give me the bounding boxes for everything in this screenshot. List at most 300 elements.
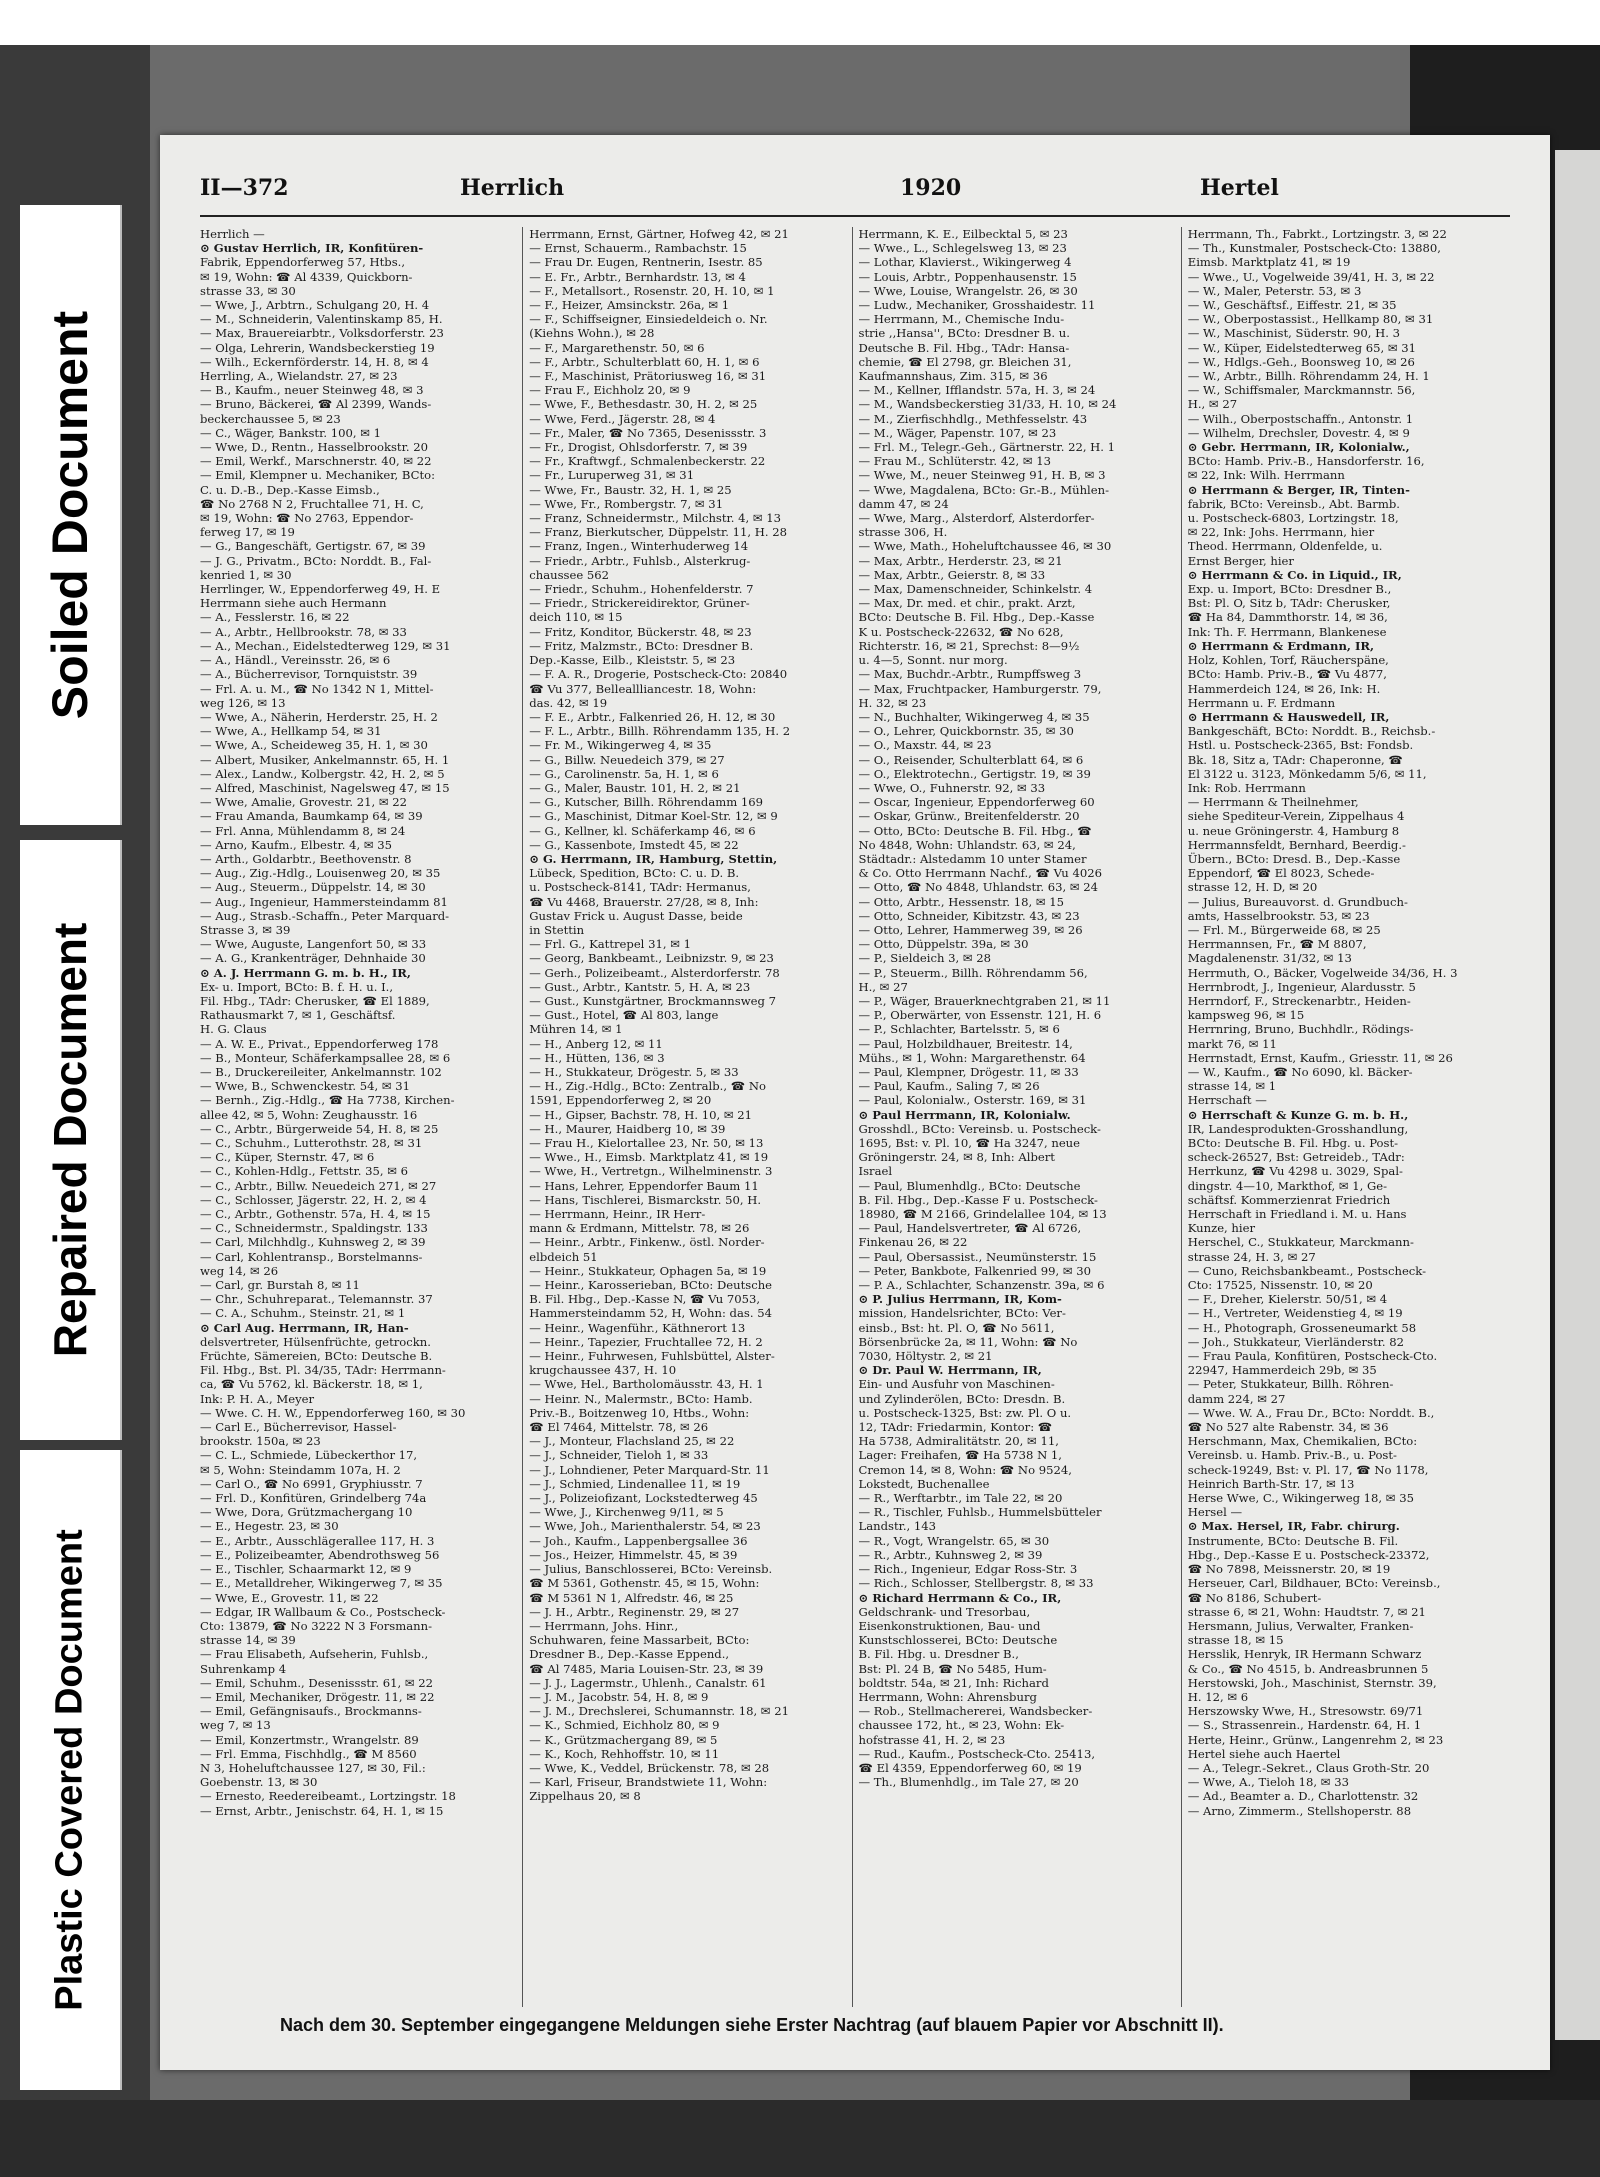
- directory-entry: Magdalenenstr. 31/32, ✉ 13: [1187, 951, 1352, 966]
- directory-entry: ☎ Al 7485, Maria Louisen-Str. 23, ✉ 39: [529, 1661, 764, 1676]
- directory-entry: u. Postscheck-6803, Lortzingstr. 18,: [1187, 511, 1399, 526]
- directory-entry: u. Postscheck-1325, Bst: zw. Pl. O u.: [858, 1405, 1072, 1420]
- directory-entry: — Paul, Klempner, Drögestr. 11, ✉ 33: [858, 1064, 1079, 1079]
- directory-entry: — W., Maschinist, Süderstr. 90, H. 3: [1187, 326, 1400, 341]
- directory-entry: — Wwe., H., Eimsb. Marktplatz 41, ✉ 19: [529, 1150, 769, 1165]
- directory-entry: — Frl. Emma, Fischhdlg., ☎ M 8560: [200, 1746, 417, 1761]
- directory-entry: — Georg, Bankbeamt., Leibnizstr. 9, ✉ 23: [529, 951, 774, 966]
- directory-entry: ✉ 5, Wohn: Steindamm 107a, H. 2: [200, 1462, 401, 1477]
- directory-entry: Finkenau 26, ✉ 22: [858, 1235, 968, 1250]
- directory-entry: Herrkunz, ☎ Vu 4298 u. 3029, Spal-: [1187, 1164, 1403, 1179]
- directory-entry: ⊙ Gebr. Herrmann, IR, Kolonialw.,: [1187, 440, 1410, 455]
- directory-entry: — Edgar, IR Wallbaum & Co., Postscheck-: [200, 1604, 446, 1619]
- directory-entry: einsb., Bst: ht. Pl. O, ☎ No 5611,: [858, 1320, 1055, 1335]
- directory-entry: — Herrmann & Theilnehmer,: [1187, 795, 1359, 810]
- directory-entry: ☎ No 8186, Schubert-: [1187, 1590, 1322, 1605]
- directory-entry: Eppendorf, ☎ El 8023, Schede-: [1187, 866, 1375, 881]
- directory-entry: elbdeich 51: [529, 1249, 598, 1264]
- directory-entry: ☎ No 527 alte Rabenstr. 34, ✉ 36: [1187, 1420, 1389, 1435]
- directory-entry: — Fr. M., Wikingerweg 4, ✉ 35: [529, 738, 712, 753]
- directory-entry: ⊙ Dr. Paul W. Herrmann, IR,: [858, 1363, 1042, 1378]
- directory-entry: — J. J., Lagermstr., Uhlenh., Canalstr. 61: [529, 1675, 767, 1690]
- directory-entry: — P. A., Schlachter, Schanzenstr. 39a, ✉ 6: [858, 1278, 1105, 1293]
- directory-entry: ✉ 22, Ink: Johs. Herrmann, hier: [1187, 525, 1375, 540]
- directory-entry: Fil. Hbg., Bst. Pl. 34/35, TAdr: Herrmann-: [200, 1363, 446, 1378]
- directory-entry: Herrnbrodt, J., Ingenieur, Alardusstr. 5: [1187, 979, 1416, 994]
- directory-entry: BCto: Hamb. Priv.-B., ☎ Vu 4877,: [1187, 667, 1387, 682]
- directory-entry: Hbg., Dep.-Kasse E u. Postscheck-23372,: [1187, 1547, 1430, 1562]
- directory-entry: fabrik, BCto: Vereinsb., Abt. Barmb.: [1187, 496, 1400, 511]
- directory-entry: — Wwe, Fr., Rombergstr. 7, ✉ 31: [529, 496, 724, 511]
- directory-entry: ✉ 22, Ink: Wilh. Herrmann: [1187, 468, 1345, 483]
- directory-entry: — Joh., Stukkateur, Vierländerstr. 82: [1187, 1334, 1405, 1349]
- directory-entry: Ink: Rob. Herrmann: [1187, 780, 1306, 795]
- directory-entry: — W., Maler, Peterstr. 53, ✉ 3: [1187, 283, 1362, 298]
- directory-entry: ⊙ Carl Aug. Herrmann, IR, Han-: [200, 1320, 409, 1335]
- tab-repaired-label: Repaired Document: [44, 922, 96, 1358]
- directory-entry: — F., Margarethenstr. 50, ✉ 6: [529, 340, 705, 355]
- directory-entry: — C. A., Schuhm., Steinstr. 21, ✉ 1: [200, 1306, 406, 1321]
- directory-entry: — Hans, Tischlerei, Bismarckstr. 50, H.: [529, 1192, 762, 1207]
- directory-entry: — Rud., Kaufm., Postscheck-Cto. 25413,: [858, 1746, 1095, 1761]
- directory-entry: — Heinr. N., Malermstr., BCto: Hamb.: [529, 1391, 753, 1406]
- directory-entry: Börsenbrücke 2a, ✉ 11, Wohn: ☎ No: [858, 1334, 1078, 1349]
- directory-entry: — Carl, Kohlentransp., Borstelmanns-: [200, 1249, 423, 1264]
- directory-entry: in Stettin: [529, 922, 585, 937]
- directory-entry: 1695, Bst: v. Pl. 10, ☎ Ha 3247, neue: [858, 1136, 1081, 1150]
- directory-entry: Theod. Herrmann, Oldenfelde, u.: [1187, 539, 1383, 554]
- directory-entry: Kunze, hier: [1187, 1221, 1256, 1236]
- column-2: [529, 227, 852, 2007]
- directory-entry: 18980, ☎ M 2166, Grindelallee 104, ✉ 13: [858, 1207, 1107, 1222]
- directory-entry: ferweg 17, ✉ 19: [200, 525, 295, 540]
- page-footer-note: Nach dem 30. September eingegangene Meldungen siehe Erster Nachtrag (auf blauem Papier vor Abschnitt II).: [280, 2015, 1224, 2035]
- directory-entry: Ink: P. H. A., Meyer: [200, 1391, 315, 1406]
- directory-entry: Hersel —: [1187, 1505, 1243, 1520]
- directory-entry: — C., Wäger, Bankstr. 100, ✉ 1: [200, 425, 381, 440]
- directory-entry: — Alfred, Maschinist, Nagelsweg 47, ✉ 15: [200, 780, 450, 795]
- directory-entry: — Paul, Blumenhdlg., BCto: Deutsche: [858, 1178, 1081, 1193]
- directory-entry: kenried 1, ✉ 30: [200, 567, 292, 582]
- directory-entry: Gustav Frick u. August Dasse, beide: [529, 908, 743, 923]
- directory-entry: u. 4—5, Sonnt. nur morg.: [858, 653, 1008, 668]
- directory-entry: Hammerdeich 124, ✉ 26, Ink: H.: [1187, 681, 1381, 696]
- directory-entry: — Alex., Landw., Kolbergstr. 42, H. 2, ✉ 5: [200, 766, 445, 781]
- directory-entry: — A. G., Krankenträger, Dehnhaide 30: [200, 951, 426, 966]
- directory-entry: Gröningerstr. 24, ✉ 8, Inh: Albert: [858, 1150, 1055, 1165]
- directory-entry: — P., Oberwärter, von Essenstr. 121, H. 6: [858, 1008, 1102, 1023]
- directory-entry: — F. L., Arbtr., Billh. Röhrendamm 135, H. 2: [529, 724, 791, 739]
- directory-page: [160, 135, 1550, 2070]
- directory-entry: 1591, Eppendorferweg 2, ✉ 20: [529, 1093, 712, 1108]
- column-1: [200, 227, 523, 2007]
- directory-entry: — Friedr., Schuhm., Hohenfelderstr. 7: [529, 582, 754, 597]
- directory-entry: — B., Kaufm., neuer Steinweg 48, ✉ 3: [200, 383, 424, 398]
- directory-entry: — Wwe, Auguste, Langenfort 50, ✉ 33: [200, 937, 427, 952]
- directory-entry: Herrmannsfeldt, Bernhard, Beerdig.-: [1187, 837, 1406, 852]
- directory-entry: — K., Schmied, Eichholz 80, ✉ 9: [529, 1718, 720, 1733]
- directory-entry: — Ernst, Arbtr., Jenischstr. 64, H. 1, ✉ 15: [200, 1803, 444, 1818]
- directory-entry: hofstrasse 41, H. 2, ✉ 23: [858, 1732, 1006, 1747]
- directory-entry: — Frl. M., Bürgerweide 68, ✉ 25: [1187, 922, 1381, 937]
- directory-entry: — Gerh., Polizeibeamt., Alsterdorferstr. 78: [529, 965, 780, 980]
- directory-entry: — W., Kaufm., ☎ No 6090, kl. Bäcker-: [1187, 1064, 1413, 1079]
- directory-entry: — Hans, Lehrer, Eppendorfer Baum 11: [529, 1178, 759, 1193]
- directory-entry: deich 110, ✉ 15: [529, 610, 623, 625]
- directory-entry: u. Postscheck-8141, TAdr: Hermanus,: [529, 880, 751, 895]
- directory-entry: damm 47, ✉ 24: [858, 496, 949, 511]
- directory-entry: strie ,,Hansa'', BCto: Dresdner B. u.: [858, 326, 1070, 341]
- directory-entry: — Ernesto, Reedereibeamt., Lortzingstr. 18: [200, 1789, 456, 1804]
- directory-entry: Herrmannsen, Fr., ☎ M 8807,: [1187, 937, 1367, 952]
- directory-entry: Geldschrank- und Tresorbau,: [858, 1604, 1031, 1619]
- directory-entry: — Fr., Maler, ☎ No 7365, Desenissstr. 3: [529, 425, 767, 440]
- directory-entry: Ex- u. Import, BCto: B. f. H. u. I.,: [200, 979, 394, 994]
- directory-entry: — G., Kellner, kl. Schäferkamp 46, ✉ 6: [529, 823, 756, 838]
- directory-entry: — Wwe, Dora, Grützmachergang 10: [200, 1505, 413, 1520]
- directory-entry: — M., Zierfischhdlg., Methfesselstr. 43: [858, 411, 1088, 426]
- directory-entry: — Gust., Hotel, ☎ Al 803, lange: [529, 1008, 719, 1023]
- directory-entry: und Zylinderölen, BCto: Dresdn. B.: [858, 1391, 1066, 1406]
- directory-entry: krugchaussee 437, H. 10: [529, 1363, 677, 1378]
- scan-background-bottom: [0, 2100, 1600, 2177]
- directory-entry: H., ✉ 27: [1187, 397, 1238, 412]
- directory-entry: — Max, Dr. med. et chir., prakt. Arzt,: [858, 596, 1076, 611]
- directory-entry: — Emil, Klempner u. Mechaniker, BCto:: [200, 468, 436, 483]
- page-number: II—372: [200, 175, 289, 201]
- directory-entry: — Wwe, A., Tieloh 18, ✉ 33: [1187, 1775, 1349, 1790]
- directory-entry: schäftsf. Kommerzienrat Friedrich: [1187, 1192, 1391, 1207]
- directory-entry: — H., Anberg 12, ✉ 11: [529, 1036, 663, 1051]
- directory-entry: mission, Handelsrichter, BCto: Ver-: [858, 1306, 1066, 1321]
- directory-entry: — Lothar, Klavierst., Wikingerweg 4: [858, 255, 1072, 270]
- directory-entry: — J., Schneider, Tieloh 1, ✉ 33: [529, 1448, 709, 1463]
- directory-entry: — M., Wandsbeckerstieg 31/33, H. 10, ✉ 24: [858, 397, 1117, 412]
- directory-entry: — P., Schlachter, Bartelsstr. 5, ✉ 6: [858, 1022, 1060, 1037]
- directory-entry: ⊙ Gustav Herrlich, IR, Konfitüren-: [200, 241, 424, 256]
- directory-entry: El 3122 u. 3123, Mönkedamm 5/6, ✉ 11,: [1187, 766, 1427, 781]
- directory-entry: — B., Druckereileiter, Ankelmannstr. 102: [200, 1064, 442, 1079]
- directory-entry: — Frau M., Schlüterstr. 42, ✉ 13: [858, 454, 1052, 469]
- directory-entry: — W., Arbtr., Billh. Röhrendamm 24, H. 1: [1187, 369, 1430, 384]
- directory-entry: delsvertreter, Hülsenfrüchte, getrockn.: [200, 1334, 431, 1349]
- directory-entry: — Wilhelm, Drechsler, Dovestr. 4, ✉ 9: [1187, 425, 1410, 440]
- directory-entry: — Ernst, Schauerm., Rambachstr. 15: [529, 241, 747, 256]
- directory-entry: — Franz, Schneidermstr., Milchstr. 4, ✉ 13: [529, 511, 782, 526]
- directory-entry: Ha 5738, Admiralitätstr. 20, ✉ 11,: [858, 1434, 1059, 1449]
- directory-entry: Fil. Hbg., TAdr: Cherusker, ☎ El 1889,: [200, 993, 430, 1008]
- directory-entry: — Fritz, Konditor, Bückerstr. 48, ✉ 23: [529, 624, 752, 639]
- directory-entry: — C., Arbtr., Bürgerweide 54, H. 8, ✉ 25: [200, 1121, 439, 1136]
- directory-entry: — H., Zig.-Hdlg., BCto: Zentralb., ☎ No: [529, 1079, 766, 1094]
- directory-entry: — G., Kassenbote, Imstedt 45, ✉ 22: [529, 837, 739, 852]
- directory-entry: — Wwe, Joh., Marienthalerstr. 54, ✉ 23: [529, 1519, 761, 1534]
- directory-entry: — C., Arbtr., Billw. Neuedeich 271, ✉ 27: [200, 1178, 437, 1193]
- directory-entry: — H., Maurer, Haidberg 10, ✉ 39: [529, 1121, 726, 1136]
- directory-entry: — R., Vogt, Wrangelstr. 65, ✉ 30: [858, 1533, 1050, 1548]
- directory-entry: — C., Schneidermstr., Spaldingstr. 133: [200, 1221, 428, 1236]
- directory-entry: — Franz, Ingen., Winterhuderweg 14: [529, 539, 749, 554]
- directory-entry: Israel: [858, 1164, 893, 1179]
- directory-entry: — Aug., Steuerm., Düppelstr. 14, ✉ 30: [200, 880, 426, 895]
- directory-entry: — O., Lehrer, Quickbornstr. 35, ✉ 30: [858, 724, 1074, 739]
- directory-entry: Vereinsb. u. Hamb. Priv.-B., u. Post-: [1187, 1448, 1397, 1463]
- directory-entry: Herrnring, Bruno, Buchhdlr., Rödings-: [1187, 1022, 1414, 1037]
- directory-entry: — Fr., Drogist, Ohlsdorferstr. 7, ✉ 39: [529, 440, 748, 455]
- directory-entry: — M., Wäger, Papenstr. 107, ✉ 23: [858, 425, 1057, 440]
- directory-entry: Herrmann u. F. Erdmann: [1187, 695, 1336, 710]
- directory-entry: — Wwe, Fr., Baustr. 32, H. 1, ✉ 25: [529, 482, 732, 497]
- directory-entry: — E., Tischler, Schaarmarkt 12, ✉ 9: [200, 1562, 412, 1577]
- directory-entry: Bst: Pl. O, Sitz b, TAdr: Cherusker,: [1187, 596, 1391, 611]
- directory-entry: — A., Händl., Vereinsstr. 26, ✉ 6: [200, 653, 391, 668]
- directory-entry: — F. A. R., Drogerie, Postscheck-Cto: 20840: [529, 667, 788, 682]
- directory-entry: — Paul, Obersassist., Neumünsterstr. 15: [858, 1249, 1097, 1264]
- directory-entry: — R., Arbtr., Kuhnsweg 2, ✉ 39: [858, 1547, 1043, 1562]
- directory-entry: — E., Metalldreher, Wikingerweg 7, ✉ 35: [200, 1576, 443, 1591]
- directory-entry: — Paul, Holzbildhauer, Breitestr. 14,: [858, 1036, 1073, 1051]
- directory-entry: — Wilh., Oberpostschaffn., Antonstr. 1: [1187, 411, 1414, 426]
- tab-plastic-label: Plastic Covered Document: [48, 1529, 91, 2011]
- header-last-entry: Hertel: [1200, 175, 1279, 201]
- directory-entry: Goebenstr. 13, ✉ 30: [200, 1775, 318, 1790]
- directory-entry: Ernst Berger, hier: [1187, 553, 1294, 568]
- directory-entry: — Herrmann, M., Chemische Indu-: [858, 312, 1065, 327]
- directory-entry: ⊙ G. Herrmann, IR, Hamburg, Stettin,: [529, 851, 778, 866]
- directory-entry: — Oscar, Ingenieur, Eppendorferweg 60: [858, 795, 1095, 810]
- directory-entry: ⊙ P. Julius Herrmann, IR, Kom-: [858, 1292, 1062, 1307]
- directory-entry: — Frl. Anna, Mühlendamm 8, ✉ 24: [200, 823, 406, 838]
- directory-entry: — F., Maschinist, Prätoriusweg 16, ✉ 31: [529, 369, 767, 384]
- directory-entry: das. 42, ✉ 19: [529, 695, 608, 710]
- directory-entry: — Wwe. W. A., Frau Dr., BCto: Norddt. B.,: [1187, 1405, 1435, 1420]
- directory-entry: strasse 33, ✉ 30: [200, 283, 296, 298]
- directory-entry: Hersslik, Henryk, IR Hermann Schwarz: [1187, 1647, 1422, 1662]
- directory-entry: — C., Kohlen-Hdlg., Fettstr. 35, ✉ 6: [200, 1164, 408, 1179]
- directory-entry: — J., Lohndiener, Peter Marquard-Str. 11: [529, 1462, 770, 1477]
- directory-entry: — Arno, Kaufm., Elbestr. 4, ✉ 35: [200, 837, 392, 852]
- directory-entry: — Otto, Arbtr., Hessenstr. 18, ✉ 15: [858, 894, 1064, 909]
- directory-entry: — Olga, Lehrerin, Wandsbeckerstieg 19: [200, 340, 435, 355]
- directory-entry: — A. W. E., Privat., Eppendorferweg 178: [200, 1036, 439, 1051]
- directory-entry: Bst: Pl. 24 B, ☎ No 5485, Hum-: [858, 1661, 1047, 1676]
- directory-entry: Städtadr.: Alstedamm 10 unter Stamer: [858, 851, 1087, 866]
- directory-entry: allee 42, ✉ 5, Wohn: Zeughausstr. 16: [200, 1107, 418, 1122]
- directory-entry: beckerchaussee 5, ✉ 23: [200, 411, 341, 426]
- header-first-entry: Herrlich: [460, 175, 565, 201]
- directory-entry: — F., Metallsort., Rosenstr. 20, H. 10, ✉ 1: [529, 283, 775, 298]
- directory-entry: mann & Erdmann, Mittelstr. 78, ✉ 26: [529, 1221, 750, 1236]
- directory-entry: — Max, Fruchtpacker, Hamburgerstr. 79,: [858, 681, 1102, 696]
- directory-entry: Zippelhaus 20, ✉ 8: [529, 1789, 641, 1804]
- directory-entry: — H., Stukkateur, Drögestr. 5, ✉ 33: [529, 1064, 739, 1079]
- directory-entry: — Th., Kunstmaler, Postscheck-Cto: 13880,: [1187, 241, 1441, 256]
- directory-entry: H., ✉ 27: [858, 979, 908, 994]
- directory-entry: ⊙ Paul Herrmann, IR, Kolonialw.: [858, 1107, 1071, 1122]
- directory-entry: — G., Carolinenstr. 5a, H. 1, ✉ 6: [529, 766, 719, 781]
- directory-entry: ☎ M 5361, Gothenstr. 45, ✉ 15, Wohn:: [529, 1576, 760, 1591]
- directory-entry: weg 14, ✉ 26: [200, 1263, 279, 1278]
- directory-entry: Holz, Kohlen, Torf, Räucherspäne,: [1187, 653, 1389, 668]
- directory-entry: Hstl. u. Postscheck-2365, Bst: Fondsb.: [1187, 738, 1414, 753]
- directory-entry: scheck-19249, Bst: v. Pl. 17, ☎ No 1178,: [1187, 1462, 1429, 1477]
- directory-entry: — Heinr., Tapezier, Fruchtallee 72, H. 2: [529, 1334, 763, 1349]
- directory-entry: H. G. Claus: [200, 1022, 267, 1037]
- directory-entry: — J., Polizeiofizant, Lockstedterweg 45: [529, 1491, 758, 1506]
- directory-entry: — Karl, Friseur, Brandstwiete 11, Wohn:: [529, 1775, 768, 1790]
- directory-entry: — Frau F., Eichholz 20, ✉ 9: [529, 383, 691, 398]
- directory-entry: brookstr. 150a, ✉ 23: [200, 1434, 321, 1449]
- directory-entry: ✉ 19, Wohn: ☎ No 2763, Eppendor-: [200, 511, 414, 526]
- directory-entry: 22947, Hammerdeich 29b, ✉ 35: [1187, 1363, 1377, 1378]
- directory-entry: strasse 306, H.: [858, 525, 948, 540]
- directory-entry: — Wwe, A., Näherin, Herderstr. 25, H. 2: [200, 709, 438, 724]
- directory-entry: — Wwe., U., Vogelweide 39/41, H. 3, ✉ 22: [1187, 269, 1435, 284]
- directory-entry: — P., Steuerm., Billh. Röhrendamm 56,: [858, 965, 1088, 980]
- directory-entry: — Fr., Kraftwgf., Schmalenbeckerstr. 22: [529, 454, 766, 469]
- directory-entry: — Bruno, Bäckerei, ☎ Al 2399, Wands-: [200, 397, 432, 412]
- directory-entry: B. Fil. Hbg. u. Dresdner B.,: [858, 1647, 1019, 1662]
- directory-entry: — Arth., Goldarbtr., Beethovenstr. 8: [200, 851, 412, 866]
- directory-entry: — Bernh., Zig.-Hdlg., ☎ Ha 7738, Kirchen-: [200, 1093, 455, 1108]
- directory-entry: — F., Arbtr., Schulterblatt 60, H. 1, ✉ 6: [529, 354, 760, 369]
- directory-entry: Dresdner B., Dep.-Kasse Eppend.,: [529, 1647, 730, 1662]
- directory-entry: kampsweg 96, ✉ 15: [1187, 1008, 1305, 1023]
- directory-entry: ☎ No 2768 N 2, Fruchtallee 71, H. C,: [200, 496, 424, 511]
- directory-entry: — W., Geschäftsf., Eiffestr. 21, ✉ 35: [1187, 298, 1397, 313]
- directory-entry: — Oskar, Grünw., Breitenfelderstr. 20: [858, 809, 1080, 824]
- directory-entry: — Arno, Zimmerm., Stellshoperstr. 88: [1187, 1803, 1412, 1818]
- directory-entry: ✉ 19, Wohn: ☎ Al 4339, Quickborn-: [200, 269, 413, 284]
- directory-entry: Früchte, Sämereien, BCto: Deutsche B.: [200, 1349, 433, 1364]
- directory-entry: ⊙ A. J. Herrmann G. m. b. H., IR,: [200, 965, 411, 980]
- tab-soiled-document: [20, 205, 122, 825]
- directory-entry: Priv.-B., Boitzenweg 10, Htbs., Wohn:: [529, 1405, 750, 1420]
- directory-entry: Heinrich Barth-Str. 17, ✉ 13: [1187, 1476, 1355, 1491]
- directory-entry: — F., Heizer, Amsinckstr. 26a, ✉ 1: [529, 298, 730, 313]
- directory-entry: — Joh., Kaufm., Lappenbergsallee 36: [529, 1533, 748, 1548]
- directory-entry: — Gust., Kunstgärtner, Brockmannsweg 7: [529, 993, 776, 1008]
- directory-entry: amts, Hasselbrookstr. 53, ✉ 23: [1187, 908, 1370, 923]
- directory-entry: — Rich., Ingenieur, Edgar Ross-Str. 3: [858, 1562, 1078, 1577]
- directory-entry: — Paul, Handelsvertreter, ☎ Al 6726,: [858, 1221, 1082, 1236]
- directory-entry: u. neue Gröningerstr. 4, Hamburg 8: [1187, 823, 1400, 838]
- directory-entry: Hersmann, Julius, Verwalter, Franken-: [1187, 1618, 1414, 1633]
- directory-entry: ca, ☎ Vu 5762, kl. Bäckerstr. 18, ✉ 1,: [200, 1377, 423, 1392]
- directory-entry: — P., Wäger, Brauerknechtgraben 21, ✉ 11: [858, 993, 1111, 1008]
- directory-entry: — Max, Damenschneider, Schinkelstr. 4: [858, 582, 1093, 597]
- directory-entry: — R., Werftarbtr., im Tale 22, ✉ 20: [858, 1491, 1063, 1506]
- directory-entry: — Wwe, A., Scheideweg 35, H. 1, ✉ 30: [200, 738, 428, 753]
- directory-entry: Cto: 17525, Nissenstr. 10, ✉ 20: [1187, 1278, 1373, 1293]
- directory-entry: Eisenkonstruktionen, Bau- und: [858, 1618, 1041, 1633]
- directory-entry: — Rob., Stellmachererei, Wandsbecker-: [858, 1704, 1093, 1719]
- directory-entry: — H., Photograph, Grosseneumarkt 58: [1187, 1320, 1417, 1335]
- directory-entry: chemie, ☎ El 2798, gr. Bleichen 31,: [858, 354, 1072, 369]
- directory-entry: Bankgeschäft, BCto: Norddt. B., Reichsb.-: [1187, 724, 1436, 739]
- directory-entry: Richterstr. 16, ✉ 21, Sprechst: 8—9½: [858, 638, 1080, 653]
- directory-entry: Herrlich —: [200, 227, 265, 241]
- directory-entry: — J. G., Privatm., BCto: Norddt. B., Fal-: [200, 553, 432, 568]
- directory-entry: — Aug., Ingenieur, Hammersteindamm 81: [200, 894, 448, 909]
- directory-entry: — Otto, Lehrer, Hammerweg 39, ✉ 26: [858, 922, 1083, 937]
- directory-entry: — J. H., Arbtr., Reginenstr. 29, ✉ 27: [529, 1604, 740, 1619]
- directory-entry: Herrschaft in Friedland i. M. u. Hans: [1187, 1207, 1407, 1222]
- directory-entry: — Herrmann, Johs. Hinr.,: [529, 1618, 679, 1633]
- directory-entry: — Peter, Bankbote, Falkenried 99, ✉ 30: [858, 1263, 1092, 1278]
- page-header: [200, 175, 1510, 215]
- directory-entry: B. Fil. Hbg., Dep.-Kasse F u. Postscheck-: [858, 1192, 1098, 1207]
- directory-entry: — Wwe, Math., Hoheluftchaussee 46, ✉ 30: [858, 539, 1112, 554]
- directory-entry: — Wwe. C. H. W., Eppendorferweg 160, ✉ 30: [200, 1405, 466, 1420]
- directory-entry: — Paul, Kaufm., Saling 7, ✉ 26: [858, 1079, 1040, 1094]
- directory-entry: — Wwe., L., Schlegelsweg 13, ✉ 23: [858, 241, 1067, 256]
- directory-entry: — Wwe, F., Bethesdastr. 30, H. 2, ✉ 25: [529, 397, 758, 412]
- directory-entry: ☎ El 7464, Mittelstr. 78, ✉ 26: [529, 1420, 709, 1435]
- directory-entry: — J. M., Jacobstr. 54, H. 8, ✉ 9: [529, 1689, 709, 1704]
- directory-entry: — Wwe, A., Hellkamp 54, ✉ 31: [200, 724, 382, 739]
- directory-entry: — O., Reisender, Schulterblatt 64, ✉ 6: [858, 752, 1084, 767]
- directory-entry: — W., Oberpostassist., Hellkamp 80, ✉ 31: [1187, 312, 1434, 327]
- directory-entry: markt 76, ✉ 11: [1187, 1036, 1277, 1051]
- directory-entry: strasse 14, ✉ 39: [200, 1633, 296, 1648]
- directory-entry: boldtstr. 54a, ✉ 21, Inh: Richard: [858, 1675, 1049, 1690]
- directory-entry: — Heinr., Arbtr., Finkenw., östl. Norder-: [529, 1235, 765, 1250]
- directory-entry: N 3, Hoheluftchaussee 127, ✉ 30, Fil.:: [200, 1760, 426, 1775]
- directory-entry: Lager: Freihafen, ☎ Ha 5738 N 1,: [858, 1448, 1062, 1463]
- directory-entry: — Frau Amanda, Baumkamp 64, ✉ 39: [200, 809, 423, 824]
- directory-entry: — Carl, Milchhdlg., Kuhnsweg 2, ✉ 39: [200, 1235, 426, 1250]
- directory-entry: & Co., ☎ No 4515, b. Andreasbrunnen 5: [1187, 1661, 1429, 1676]
- directory-entry: — Ludw., Mechaniker, Grosshaidestr. 11: [858, 298, 1096, 313]
- directory-entry: Fabrik, Eppendorferweg 57, Htbs.,: [200, 255, 406, 270]
- directory-entry: — Emil, Gefängnisaufs., Brockmanns-: [200, 1704, 422, 1719]
- directory-entry: — Carl, gr. Burstah 8, ✉ 11: [200, 1278, 360, 1293]
- directory-entry: — Wwe, H., Vertretgn., Wilhelminenstr. 3: [529, 1164, 773, 1179]
- directory-entry: — Chr., Schuhreparat., Telemannstr. 37: [200, 1292, 433, 1307]
- directory-entry: — Wwe, M., neuer Steinweg 91, H. B, ✉ 3: [858, 468, 1106, 483]
- directory-entry: — G., Maschinist, Ditmar Koel-Str. 12, ✉ 9: [529, 809, 778, 824]
- directory-entry: — Wwe, O., Fuhnerstr. 92, ✉ 33: [858, 780, 1046, 795]
- directory-entry: Herrmuth, O., Bäcker, Vogelweide 34/36, H. 3: [1187, 965, 1458, 980]
- directory-entry: — Frl. A. u. M., ☎ No 1342 N 1, Mittel-: [200, 681, 434, 696]
- directory-entry: Herse Wwe, C., Wikingerweg 18, ✉ 35: [1187, 1491, 1414, 1506]
- directory-entry: — P., Sieldeich 3, ✉ 28: [858, 951, 992, 966]
- directory-entry: — Wwe, Magdalena, BCto: Gr.-B., Mühlen-: [858, 482, 1110, 497]
- directory-entry: — G., Kutscher, Billh. Röhrendamm 169: [529, 795, 764, 810]
- directory-entry: siehe Spediteur-Verein, Zippelhaus 4: [1187, 809, 1405, 824]
- directory-entry: — A., Fesslerstr. 16, ✉ 22: [200, 610, 350, 625]
- directory-entry: C. u. D.-B., Dep.-Kasse Eimsb.,: [200, 482, 380, 497]
- directory-entry: — Frau Dr. Eugen, Rentnerin, Isestr. 85: [529, 255, 763, 270]
- directory-entry: BCto: Deutsche B. Fil. Hbg., Dep.-Kasse: [858, 610, 1095, 625]
- directory-entry: Cto: 13879, ☎ No 3222 N 3 Forsmann-: [200, 1618, 433, 1633]
- directory-entry: — Wwe, J., Arbtrn., Schulgang 20, H. 4: [200, 298, 430, 313]
- directory-entry: Exp. u. Import, BCto: Dresdner B.,: [1187, 582, 1392, 597]
- directory-entry: B. Fil. Hbg., Dep.-Kasse N, ☎ Vu 7053,: [529, 1292, 761, 1307]
- directory-entry: Herstowski, Joh., Maschinist, Sternstr. 39,: [1187, 1675, 1437, 1690]
- tab-repaired-document: [20, 840, 122, 1440]
- directory-entry: (Kiehns Wohn.), ✉ 28: [529, 326, 655, 341]
- directory-entry: ⊙ Max. Hersel, IR, Fabr. chirurg.: [1187, 1519, 1400, 1534]
- directory-entry: Herrmann, Wohn: Ahrensburg: [858, 1689, 1037, 1704]
- directory-entry: — Th., Blumenhdlg., im Tale 27, ✉ 20: [858, 1775, 1079, 1790]
- directory-entry: — M., Schneiderin, Valentinskamp 85, H.: [200, 312, 443, 327]
- directory-entry: — Wwe, K., Veddel, Brückenstr. 78, ✉ 28: [529, 1760, 770, 1775]
- directory-entry: — Wwe, Ferd., Jägerstr. 28, ✉ 4: [529, 411, 716, 426]
- directory-entry: Rathausmarkt 7, ✉ 1, Geschäftsf.: [200, 1008, 396, 1023]
- tab-plastic-covered-document: [20, 1450, 122, 2090]
